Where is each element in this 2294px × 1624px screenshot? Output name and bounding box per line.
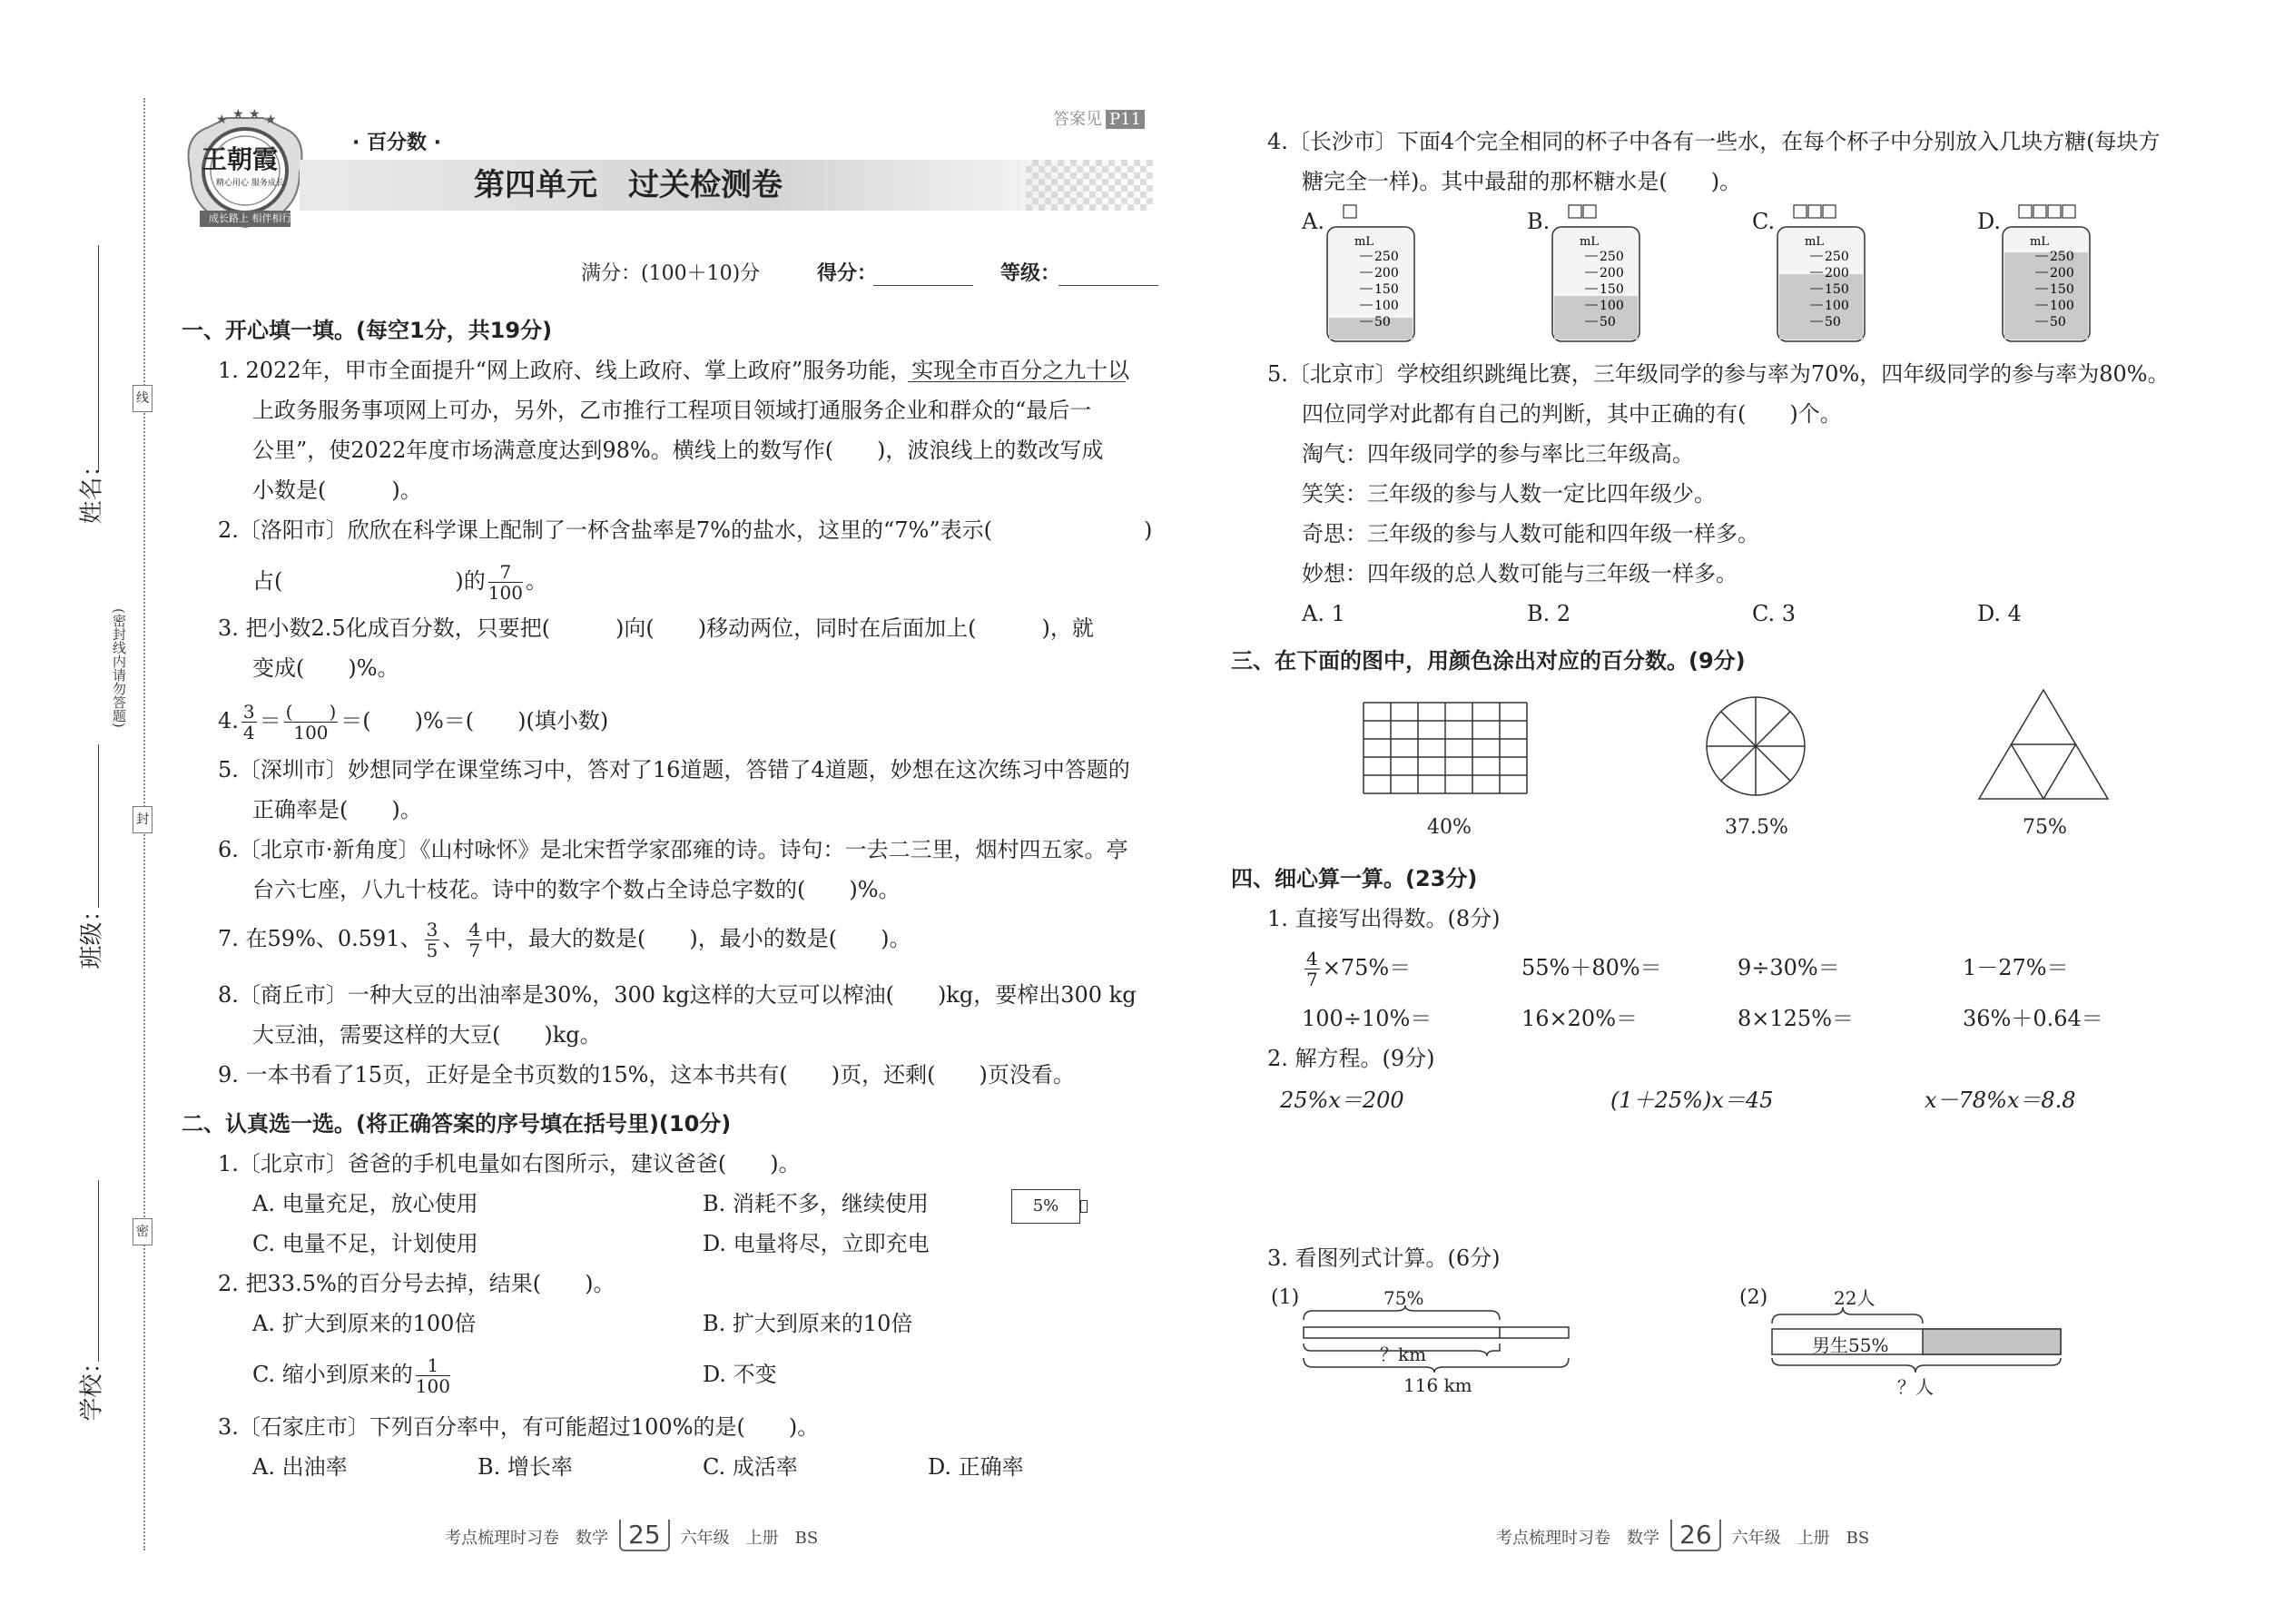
section3-heading: 三、在下面的图中，用颜色涂出对应的百分数。(9分)	[1231, 648, 1746, 674]
s2-q3-optD[interactable]: D. 正确率	[928, 1454, 1024, 1480]
subject-tag: · 百分数 ·	[352, 132, 442, 154]
sugar-cube	[1823, 205, 1836, 218]
cup-C-label[interactable]: C.	[1752, 209, 1776, 234]
q1-underline-mark	[908, 381, 1126, 382]
cup-D-label[interactable]: D.	[1977, 209, 2002, 234]
s1-q8-line1: 8.〔商丘市〕一种大豆的出油率是30%，300 kg这样的大豆可以榨油( )kg，要榨出300 kg	[218, 982, 1137, 1008]
score-blank[interactable]	[873, 285, 973, 286]
s1-q1-line3: 公里”，使2022年度市场满意度达到98%。横线上的数写作( )，波浪线上的数改写成	[252, 438, 1104, 463]
q2-optC-text: C. 缩小到原来的	[252, 1362, 413, 1387]
seal-note: (密封线内请勿答题)	[111, 608, 127, 728]
margin-class-line	[98, 744, 99, 908]
battery-icon	[1011, 1189, 1080, 1224]
q4-fraction2: $\frac{( )}{100}$	[285, 701, 337, 743]
shade-label-75: 75%	[2023, 816, 2067, 839]
s2-q2-optB[interactable]: B. 扩大到原来的10倍	[703, 1311, 913, 1336]
s1-q5-line1: 5.〔深圳市〕妙想同学在课堂练习中，答对了16道题，答错了4道题，妙想在这次练习中答题的	[218, 757, 1130, 782]
q4-equals: ＝	[259, 708, 281, 733]
sugar-cube	[2063, 205, 2075, 218]
r-q5-line1: 5.〔北京市〕学校组织跳绳比赛，三年级同学的参与率为70%，四年级同学的参与率为80%。	[1267, 361, 2170, 387]
r-q5-line2: 四位同学对此都有自己的判断，其中正确的有( )个。	[1302, 401, 1842, 427]
s2-q2-optA[interactable]: A. 扩大到原来的100倍	[252, 1311, 477, 1336]
cup-tick-label: 100	[1600, 299, 1624, 313]
q2-fraction: $\frac{7}{100}$	[487, 561, 523, 604]
cup-D	[2003, 205, 2090, 341]
score-label: 得分：	[817, 262, 878, 285]
s2-q3-optA[interactable]: A. 出油率	[252, 1454, 348, 1480]
s4-p1: 1. 直接写出得数。(8分)	[1267, 906, 1501, 931]
s2-q1: 1.〔北京市〕爸爸的手机电量如右图所示，建议爸爸( )。	[218, 1151, 801, 1176]
right-footer-post: 六年级 上册 BS	[1731, 1529, 1870, 1548]
sugar-cube	[2033, 205, 2046, 218]
s2-q3-optC[interactable]: C. 成活率	[703, 1454, 798, 1480]
left-page-number: 25	[619, 1520, 670, 1551]
section1-heading: 一、开心填一填。(每空1分，共19分)	[182, 318, 553, 343]
calc1-rest: ×75%＝	[1322, 955, 1412, 980]
r-q5-optD[interactable]: D. 4	[1977, 601, 2022, 626]
left-footer-pre: 考点梳理时习卷 数学	[445, 1529, 608, 1548]
s1-q2-line2	[252, 557, 547, 605]
sugar-cube	[2048, 205, 2061, 218]
cup-tick-label: 150	[1600, 282, 1624, 297]
badge-brand: 王朝霞	[202, 144, 279, 174]
calc-3: 9÷30%＝	[1738, 955, 1840, 980]
calc-5: 100÷10%＝	[1302, 1006, 1433, 1031]
calc1-fraction: $\frac{4}{7}$	[1306, 948, 1318, 990]
equation-3: x－78%x＝8.8	[1925, 1088, 2076, 1113]
right-footer	[1496, 1520, 1869, 1551]
badge-slogan2: 成长路上 相伴相行	[209, 212, 292, 224]
r-q4-line1: 4.〔长沙市〕下面4个完全相同的杯子中各有一些水，在每个杯子中分别放入几块方糖(每块方	[1267, 129, 2161, 154]
s4-p3: 3. 看图列式计算。(6分)	[1267, 1245, 1501, 1271]
margin-name-label: 姓名：	[78, 453, 106, 525]
cup-tick-label: 250	[2050, 250, 2074, 264]
seal-mark-mi: 密	[133, 1218, 153, 1245]
s1-q3-line1: 3. 把小数2.5化成百分数，只要把( )向( )移动两位，同时在后面加上( )，就	[218, 615, 1094, 641]
q2-end: 。	[525, 568, 547, 594]
shade-label-37-5: 37.5%	[1725, 816, 1788, 839]
fig2-top: 22人	[1834, 1287, 1876, 1309]
cup-tick-label: 200	[1825, 266, 1849, 281]
right-page-number: 26	[1670, 1520, 1721, 1551]
r-q5-optC[interactable]: C. 3	[1752, 601, 1797, 626]
svg-text:★: ★	[232, 109, 244, 122]
q4-number: 4.	[218, 708, 239, 733]
s2-q2-optD[interactable]: D. 不变	[703, 1362, 777, 1387]
cups-figure	[1325, 202, 2124, 347]
s2-q1-optB[interactable]: B. 消耗不多，继续使用	[703, 1191, 929, 1216]
cup-tick-label: 200	[1374, 266, 1399, 281]
s2-q1-optC[interactable]: C. 电量不足，计划使用	[252, 1231, 478, 1256]
r-q5-line4: 笑笑：三年级的参与人数一定比四年级少。	[1302, 481, 1716, 507]
answer-page-badge: P11	[1106, 110, 1145, 129]
calc-4: 1－27%＝	[1963, 955, 2069, 980]
s1-q9: 9. 一本书看了15页，正好是全书页数的15%，这本书共有( )页，还剩( )页没看。	[218, 1062, 1075, 1088]
r-q5-line5: 奇思：三年级的参与人数可能和四年级一样多。	[1302, 521, 1759, 546]
cup-B-label[interactable]: B.	[1527, 209, 1551, 234]
cup-tick-label: 50	[2050, 315, 2066, 330]
cup-tick-label: 250	[1600, 250, 1624, 264]
fig1-top: 75%	[1383, 1287, 1424, 1309]
s2-q3-optB[interactable]: B. 增长率	[478, 1454, 573, 1480]
fig2-bot: ？人	[1897, 1376, 1934, 1398]
fig1-diagram	[1298, 1304, 1589, 1376]
q7-rest: 中，最大的数是( )，最小的数是( )。	[485, 926, 911, 951]
fig1-bot: 116 km	[1403, 1374, 1472, 1396]
r-q5-line6: 妙想：四年级的总人数可能与三年级一样多。	[1302, 561, 1738, 586]
s2-q1-optA[interactable]: A. 电量充足，放心使用	[252, 1191, 478, 1216]
section2-heading: 二、认真选一选。(将正确答案的序号填在括号里)(10分)	[182, 1111, 732, 1137]
seal-mark-feng: 封	[133, 806, 153, 833]
s1-q8-line2: 大豆油，需要这样的大豆( )kg。	[252, 1022, 602, 1048]
page-title: 第四单元 过关检测卷	[474, 167, 783, 203]
cup-unit: mL	[1805, 235, 1824, 249]
badge-slogan1: 精心用心 服务成长	[216, 179, 284, 188]
full-score: 满分：(100＋10)分	[581, 262, 761, 285]
s2-q2: 2. 把33.5%的百分号去掉，结果( )。	[218, 1271, 615, 1296]
cup-tick-label: 100	[1825, 299, 1849, 313]
s1-q6-line2: 台六七座，八九十枝花。诗中的数字个数占全诗总字数的( )%。	[252, 877, 901, 902]
cup-water	[2004, 252, 2088, 340]
fig1-mid: ？km	[1380, 1343, 1427, 1365]
s1-q1-line4: 小数是( )。	[252, 477, 422, 503]
shade-circle-figure[interactable]	[1703, 694, 1808, 799]
cup-tick-label: 50	[1600, 315, 1616, 330]
margin-school-line	[98, 1180, 99, 1362]
s1-q2-line1: 2.〔洛阳市〕欣欣在科学课上配制了一杯含盐率是7%的盐水，这里的“7%”表示(	[218, 517, 992, 543]
margin-class-label: 班级：	[78, 898, 106, 969]
cup-tick-label: 50	[1374, 315, 1391, 330]
cup-tick-label: 150	[1374, 282, 1399, 297]
s1-q3-line2: 变成( )%。	[252, 655, 399, 681]
sugar-cube	[1344, 205, 1356, 218]
s1-q1-line2: 上政务服务事项网上可办，另外，乙市推行工程项目领域打通服务企业和群众的“最后一	[252, 398, 1092, 423]
cup-B	[1552, 205, 1639, 341]
calc-7: 8×125%＝	[1738, 1006, 1854, 1031]
q4-fraction1: $\frac{3}{4}$	[242, 701, 255, 743]
s2-q2-optC[interactable]	[252, 1351, 453, 1398]
q7-fraction2: $\frac{4}{7}$	[468, 919, 481, 961]
svg-text:★: ★	[216, 113, 228, 127]
q2-optC-fraction: $\frac{1}{100}$	[415, 1354, 450, 1397]
q4-rest: ＝( )%＝( )(填小数)	[340, 708, 609, 733]
s2-q1-optD[interactable]: D. 电量将尽，立即充电	[703, 1231, 930, 1256]
margin-name-line	[98, 245, 99, 472]
cup-water	[1779, 274, 1863, 340]
fig2-no: (2)	[1739, 1286, 1768, 1309]
cup-tick-label: 200	[2050, 266, 2074, 281]
answer-ref	[1053, 105, 1145, 134]
grade-blank[interactable]	[1058, 285, 1158, 286]
calc-8: 36%＋0.64＝	[1963, 1006, 2103, 1031]
s2-q3: 3.〔石家庄市〕下列百分率中，有可能超过100%的是( )。	[218, 1414, 820, 1440]
s1-q5-line2: 正确率是( )。	[252, 797, 422, 822]
q7-fraction1: $\frac{3}{5}$	[426, 919, 438, 961]
s1-q7: 7. 在59%、0.591、 $\frac{3}{5}$ 、 $\frac{4}{7}$ 中，最大的数是( )，最小的数是( )。	[218, 919, 911, 961]
cup-tick-label: 50	[1825, 315, 1841, 330]
left-footer	[445, 1520, 818, 1551]
fig1-no: (1)	[1271, 1286, 1300, 1309]
cup-C	[1777, 205, 1865, 341]
cup-unit: mL	[1354, 235, 1373, 249]
svg-text:★: ★	[249, 109, 261, 122]
sugar-cube	[1794, 205, 1807, 218]
sugar-cube	[2019, 205, 2032, 218]
sugar-cube	[1808, 205, 1821, 218]
cup-tick-label: 150	[1825, 282, 1849, 297]
left-footer-post: 六年级 上册 BS	[680, 1529, 819, 1548]
cup-tick-label: 200	[1600, 266, 1624, 281]
equation-2: (1＋25%)x＝45	[1610, 1088, 1774, 1113]
r-q4-line2: 糖完全一样)。其中最甜的那杯糖水是( )。	[1302, 169, 1742, 194]
cup-unit: mL	[2030, 235, 2049, 249]
calc-2: 55%＋80%＝	[1521, 955, 1662, 980]
q7-pre: 7. 在59%、0.591、	[218, 926, 422, 951]
cup-water	[1554, 296, 1638, 340]
cup-unit: mL	[1580, 235, 1599, 249]
r-q5-optB[interactable]: B. 2	[1527, 601, 1571, 626]
s1-q1-line1: 1. 2022年，甲市全面提升“网上政府、线上政府、掌上政府”服务功能，实现全市百分之九十以	[218, 358, 1130, 383]
shade-grid-figure[interactable]	[1362, 701, 1529, 795]
svg-text:★: ★	[265, 113, 277, 127]
sugar-cube	[1569, 205, 1581, 218]
r-q5-line3: 淘气：四年级同学的参与率比三年级高。	[1302, 441, 1694, 467]
s1-q4	[218, 697, 608, 744]
calc-1	[1302, 944, 1411, 991]
cup-tick-label: 150	[2050, 282, 2074, 297]
cup-tick-label: 100	[1374, 299, 1399, 313]
s1-q2-line1-end: )	[1144, 517, 1153, 543]
cup-tick-label: 250	[1374, 250, 1399, 264]
fig2-bar-label: 男生55%	[1812, 1334, 1889, 1356]
cup-A-label[interactable]: A.	[1302, 209, 1324, 234]
cup-tick-label: 250	[1825, 250, 1849, 264]
sugar-cube	[1583, 205, 1596, 218]
s1-q6-line1: 6.〔北京市·新角度〕《山村咏怀》是北宋哲学家邵雍的诗。诗句：一去二三里，烟村四五家。亭	[218, 837, 1128, 862]
right-footer-pre: 考点梳理时习卷 数学	[1496, 1529, 1659, 1548]
banner-checker	[1026, 160, 1153, 211]
cup-tick-label: 100	[2050, 299, 2074, 313]
q2-mid: )的	[455, 568, 486, 594]
seal-mark-xian: 线	[133, 385, 153, 412]
margin-school-label: 学校：	[78, 1350, 106, 1422]
section4-heading: 四、细心算一算。(23分)	[1231, 866, 1478, 891]
shade-triangle-figure[interactable]	[1975, 686, 2112, 804]
equation-1: 25%x＝200	[1280, 1088, 1404, 1113]
battery-level: 5%	[1032, 1196, 1059, 1216]
answer-ref-text: 答案见	[1053, 110, 1102, 129]
q2-pre: 占(	[252, 568, 283, 594]
r-q5-optA[interactable]: A. 1	[1302, 601, 1345, 626]
grade-label: 等级：	[1000, 262, 1061, 285]
cup-A	[1327, 205, 1414, 341]
shade-label-40: 40%	[1427, 816, 1472, 839]
s4-p2: 2. 解方程。(9分)	[1267, 1046, 1435, 1071]
calc-6: 16×20%＝	[1521, 1006, 1638, 1031]
